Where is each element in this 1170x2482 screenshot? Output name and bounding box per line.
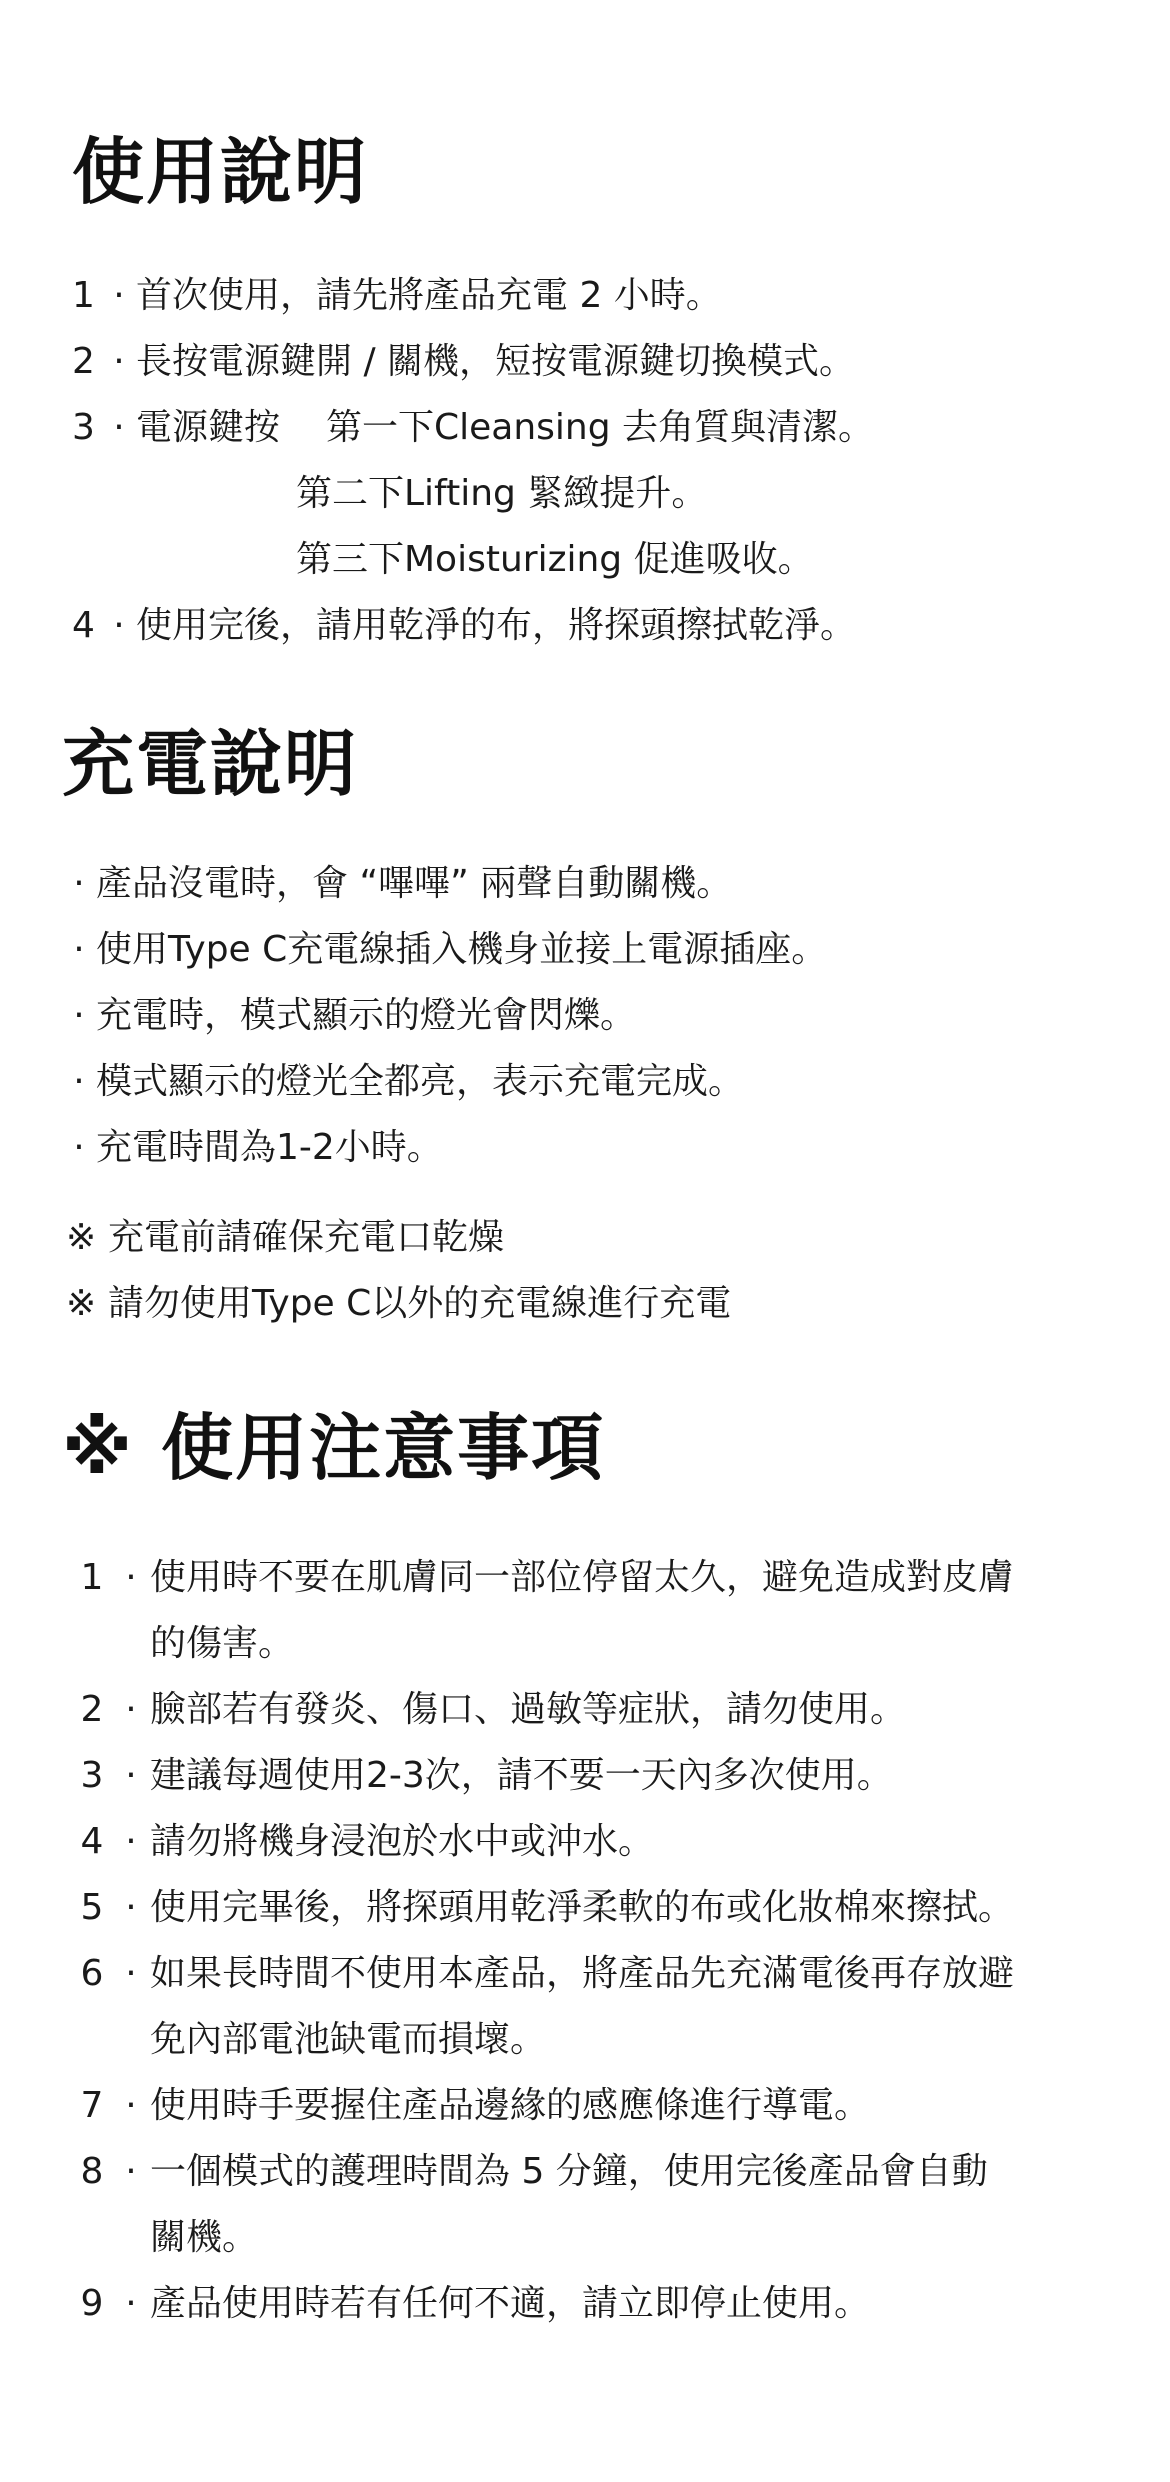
charging-bullet (62, 1061, 745, 1102)
item-text: 如果長時間不使用本產品，將產品先充滿電後再存放避 (150, 1953, 1015, 1994)
separator-dot: · (125, 1887, 137, 1928)
power-button-label: 電源鍵按 (136, 407, 281, 448)
item-number: 6 (80, 1953, 104, 1994)
usage-item (72, 407, 875, 448)
bullet-text: 充電時，模式顯示的燈光會閃爍。 (96, 995, 637, 1036)
item-text: 使用完畢後，將探頭用乾淨柔軟的布或化妝棉來擦拭。 (150, 1887, 1015, 1928)
separator-dot: · (113, 407, 125, 448)
charging-note (66, 1283, 732, 1324)
usage-title: 使用說明 (72, 130, 369, 214)
usage-item (72, 275, 722, 316)
charging-title: 充電說明 (62, 722, 359, 806)
separator-dot: · (125, 2085, 137, 2126)
item-number: 1 (80, 1557, 104, 1598)
bullet-dot: · (73, 995, 85, 1036)
caution-continuation (150, 1623, 295, 1664)
item-text: 臉部若有發炎、傷口、過敏等症狀，請勿使用。 (150, 1689, 907, 1730)
separator-dot: · (125, 1689, 137, 1730)
item-number: 5 (80, 1887, 104, 1928)
mode-line: 第一下Cleansing 去角質與清潔。 (326, 407, 875, 448)
bullet-text: 使用Type C充電線插入機身並接上電源插座。 (96, 929, 828, 970)
reference-mark: ※ (66, 1217, 97, 1258)
separator-dot: · (113, 605, 125, 646)
bullet-text: 模式顯示的燈光全都亮，表示充電完成。 (96, 1061, 745, 1102)
usage-item (72, 341, 856, 382)
item-text: 產品使用時若有任何不適，請立即停止使用。 (150, 2283, 871, 2324)
separator-dot: · (125, 2151, 137, 2192)
bullet-dot: · (73, 1061, 85, 1102)
caution-item (72, 2151, 988, 2192)
separator-dot: · (113, 275, 125, 316)
charging-bullet (62, 863, 733, 904)
caution-item (72, 1953, 1015, 1994)
item-text: 長按電源鍵開 / 關機，短按電源鍵切換模式。 (136, 341, 856, 382)
mode-row (296, 473, 708, 514)
caution-item (72, 1557, 1015, 1598)
separator-dot: · (125, 2283, 137, 2324)
item-text: 請勿將機身浸泡於水中或沖水。 (150, 1821, 655, 1862)
item-text: 一個模式的護理時間為 5 分鐘，使用完後產品會自動 (150, 2151, 988, 2192)
item-text: 使用時手要握住產品邊緣的感應條進行導電。 (150, 2085, 871, 2126)
item-text: 首次使用，請先將產品充電 2 小時。 (136, 275, 722, 316)
bullet-dot: · (73, 1127, 85, 1168)
charging-bullet (62, 1127, 443, 1168)
mode-line: 第三下Moisturizing 促進吸收。 (296, 539, 814, 580)
caution-item (72, 1755, 893, 1796)
separator-dot: · (125, 1953, 137, 1994)
item-text: 建議每週使用2-3次，請不要一天內多次使用。 (150, 1755, 893, 1796)
item-number: 2 (80, 1689, 104, 1730)
item-number: 9 (80, 2283, 104, 2324)
item-number: 3 (72, 407, 95, 448)
reference-mark: ※ (66, 1283, 97, 1324)
separator-dot: · (113, 341, 125, 382)
separator-dot: · (125, 1821, 137, 1862)
item-number: 2 (72, 341, 95, 382)
mode-line: 第二下Lifting 緊緻提升。 (296, 473, 708, 514)
item-text: 免內部電池缺電而損壞。 (150, 2019, 547, 2060)
cautions-title: ※ 使用注意事項 (62, 1406, 606, 1490)
bullet-text: 產品沒電時，會 “嗶嗶” 兩聲自動關機。 (96, 863, 733, 904)
charging-bullet (62, 929, 828, 970)
caution-continuation (150, 2217, 259, 2258)
bullet-text: 充電時間為1-2小時。 (96, 1127, 443, 1168)
bullet-dot: · (73, 929, 85, 970)
usage-item (72, 605, 857, 646)
caution-item (72, 1689, 907, 1730)
note-text: 充電前請確保充電口乾燥 (108, 1217, 505, 1258)
item-number: 3 (80, 1755, 104, 1796)
item-number: 1 (72, 275, 95, 316)
caution-continuation (150, 2019, 547, 2060)
charging-note (66, 1217, 505, 1258)
item-number: 8 (80, 2151, 104, 2192)
item-text: 使用完後，請用乾淨的布，將探頭擦拭乾淨。 (136, 605, 857, 646)
item-text: 關機。 (150, 2217, 259, 2258)
mode-row (296, 539, 814, 580)
separator-dot: · (125, 1557, 137, 1598)
item-number: 4 (80, 1821, 104, 1862)
item-number: 4 (72, 605, 95, 646)
caution-item (72, 2283, 871, 2324)
item-text: 使用時不要在肌膚同一部位停留太久，避免造成對皮膚 (150, 1557, 1015, 1598)
separator-dot: · (125, 1755, 137, 1796)
item-number: 7 (80, 2085, 104, 2126)
caution-item (72, 1821, 655, 1862)
bullet-dot: · (73, 863, 85, 904)
item-text: 的傷害。 (150, 1623, 295, 1664)
caution-item (72, 1887, 1015, 1928)
note-text: 請勿使用Type C以外的充電線進行充電 (108, 1283, 732, 1324)
caution-item (72, 2085, 871, 2126)
charging-bullet (62, 995, 637, 1036)
